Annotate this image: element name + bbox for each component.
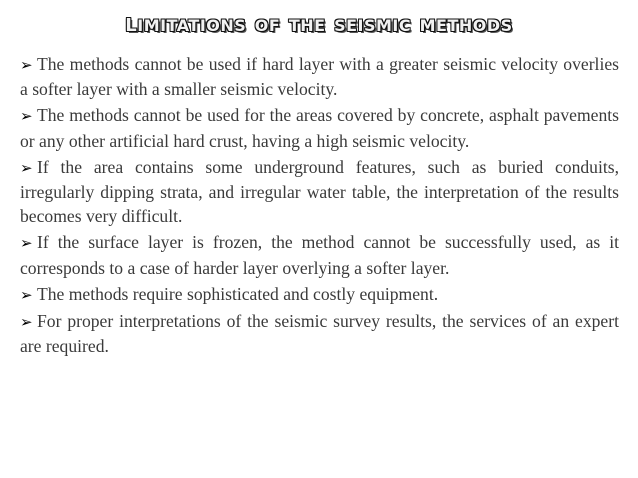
arrow-bullet-icon: ➢ [20,313,33,332]
bullet-text: The methods require sophisticated and costly equipment. [37,283,439,304]
bullet-text: The methods cannot be used if hard layer with a greater seismic velocity overlies a softer layer with a smaller seismic velocity. [20,54,619,100]
bullet-item [20,52,619,101]
bullet-text: The methods cannot be used for the areas covered by concrete, asphalt pavements or any other artificial hard crust, having a high seismic velocity. [20,105,619,151]
arrow-bullet-icon: ➢ [20,158,33,177]
bullet-text: If the area contains some underground features, such as buried conduits, irregularly dipping strata, and irregular water table, the interpretation of the results becomes very difficult. [20,156,619,227]
bullet-item [20,155,619,229]
bullet-item [20,230,619,279]
bullet-item [20,309,619,358]
arrow-bullet-icon: ➢ [20,107,33,126]
arrow-bullet-icon: ➢ [20,285,33,304]
bullet-text: For proper interpretations of the seismic survey results, the services of an expert are required. [20,311,619,357]
bullet-list [20,52,619,360]
bullet-item [20,103,619,152]
arrow-bullet-icon: ➢ [20,56,33,74]
slide-title: limitations of the seismic methods [125,8,513,37]
bullet-item [20,282,619,307]
arrow-bullet-icon: ➢ [20,234,33,253]
bullet-text: If the surface layer is frozen, the method cannot be successfully used, as it corresponds to a case of harder layer overlying a softer layer. [20,232,619,278]
